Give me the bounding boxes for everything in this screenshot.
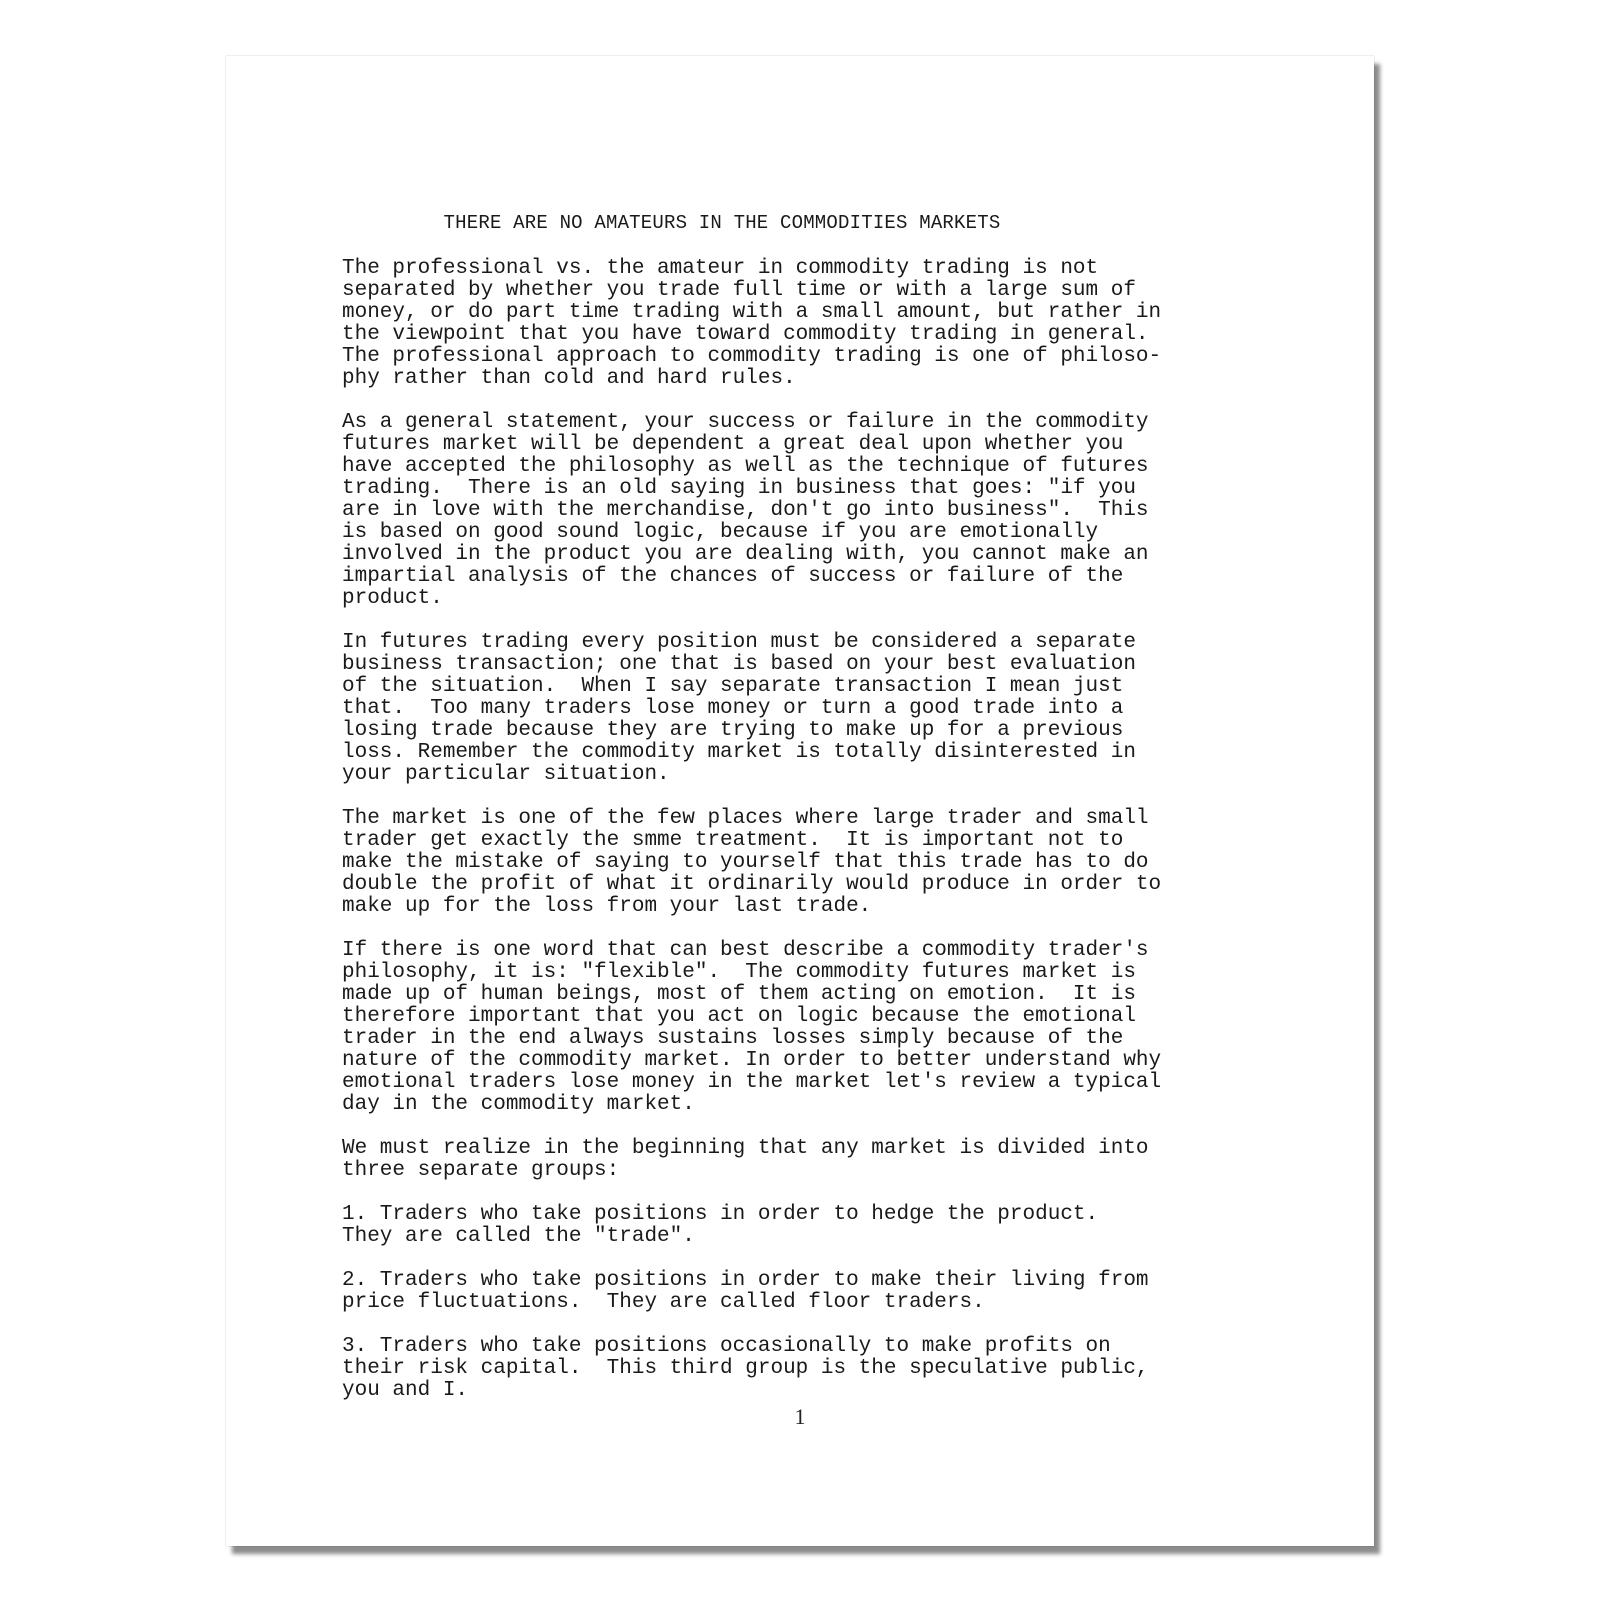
paragraph xyxy=(342,1270,1242,1314)
document-page xyxy=(226,56,1374,1546)
text-line: loss. Remember the commodity market is totally disinterested in xyxy=(342,741,1136,764)
text-line: We must realize in the beginning that any market is divided into xyxy=(342,1137,1149,1160)
text-line: The professional vs. the amateur in commodity trading is not xyxy=(342,257,1099,280)
text-line: double the profit of what it ordinarily would produce in order to xyxy=(342,873,1162,896)
text-line: business transaction; one that is based on your best evaluation xyxy=(342,653,1136,676)
text-line: nature of the commodity market. In order to better understand why xyxy=(342,1049,1162,1072)
paragraph xyxy=(342,258,1242,390)
text-line: 3. Traders who take positions occasionally to make profits on xyxy=(342,1335,1111,1358)
text-line: the viewpoint that you have toward commodity trading in general. xyxy=(342,323,1149,346)
text-line: emotional traders lose money in the market let's review a typical xyxy=(342,1071,1162,1094)
paragraph xyxy=(342,940,1242,1116)
text-line: futures market will be dependent a great deal upon whether you xyxy=(342,433,1124,456)
text-line: make the mistake of saying to yourself that this trade has to do xyxy=(342,851,1149,874)
text-line: their risk capital. This third group is the speculative public, xyxy=(342,1357,1149,1380)
text-line: is based on good sound logic, because if you are emotionally xyxy=(342,521,1099,544)
text-line: trading. There is an old saying in business that goes: "if you xyxy=(342,477,1136,500)
page-title: THERE ARE NO AMATEURS IN THE COMMODITIES MARKETS xyxy=(443,212,1001,234)
text-line: The market is one of the few places where large trader and small xyxy=(342,807,1149,830)
text-line: separated by whether you trade full time or with a large sum of xyxy=(342,279,1136,302)
text-line: phy rather than cold and hard rules. xyxy=(342,367,796,390)
paragraph xyxy=(342,412,1242,610)
paragraph xyxy=(342,1336,1242,1402)
text-line: three separate groups: xyxy=(342,1159,620,1182)
text-line: They are called the "trade". xyxy=(342,1225,695,1248)
text-line: of the situation. When I say separate transaction I mean just xyxy=(342,675,1124,698)
text-line: price fluctuations. They are called floor traders. xyxy=(342,1291,985,1314)
text-line: that. Too many traders lose money or turn a good trade into a xyxy=(342,697,1124,720)
text-line: 1. Traders who take positions in order to hedge the product. xyxy=(342,1203,1099,1226)
page-content xyxy=(342,212,1242,1424)
text-line: product. xyxy=(342,587,443,610)
paragraph xyxy=(342,1138,1242,1182)
text-line: trader in the end always sustains losses simply because of the xyxy=(342,1027,1124,1050)
text-line: losing trade because they are trying to make up for a previous xyxy=(342,719,1124,742)
text-line: make up for the loss from your last trade. xyxy=(342,895,872,918)
text-line: philosophy, it is: "flexible". The commodity futures market is xyxy=(342,961,1136,984)
paragraph xyxy=(342,632,1242,786)
text-line: therefore important that you act on logic because the emotional xyxy=(342,1005,1136,1028)
paragraph xyxy=(342,808,1242,918)
text-line: If there is one word that can best describe a commodity trader's xyxy=(342,939,1149,962)
text-line: involved in the product you are dealing with, you cannot make an xyxy=(342,543,1149,566)
text-line: are in love with the merchandise, don't go into business". This xyxy=(342,499,1149,522)
text-line: impartial analysis of the chances of success or failure of the xyxy=(342,565,1124,588)
text-line: your particular situation. xyxy=(342,763,670,786)
text-line: 2. Traders who take positions in order to make their living from xyxy=(342,1269,1149,1292)
text-line: The professional approach to commodity trading is one of philoso- xyxy=(342,345,1162,368)
text-line: made up of human beings, most of them acting on emotion. It is xyxy=(342,983,1136,1006)
page-number: 1 xyxy=(794,1404,806,1429)
text-line: In futures trading every position must be considered a separate xyxy=(342,631,1136,654)
text-line: day in the commodity market. xyxy=(342,1093,695,1116)
text-line: As a general statement, your success or failure in the commodity xyxy=(342,411,1149,434)
text-line: you and I. xyxy=(342,1379,469,1402)
text-line: trader get exactly the smme treatment. It is important not to xyxy=(342,829,1124,852)
paragraph xyxy=(342,1204,1242,1248)
text-line: have accepted the philosophy as well as the technique of futures xyxy=(342,455,1149,478)
body-text xyxy=(342,258,1242,1402)
text-line: money, or do part time trading with a small amount, but rather in xyxy=(342,301,1162,324)
